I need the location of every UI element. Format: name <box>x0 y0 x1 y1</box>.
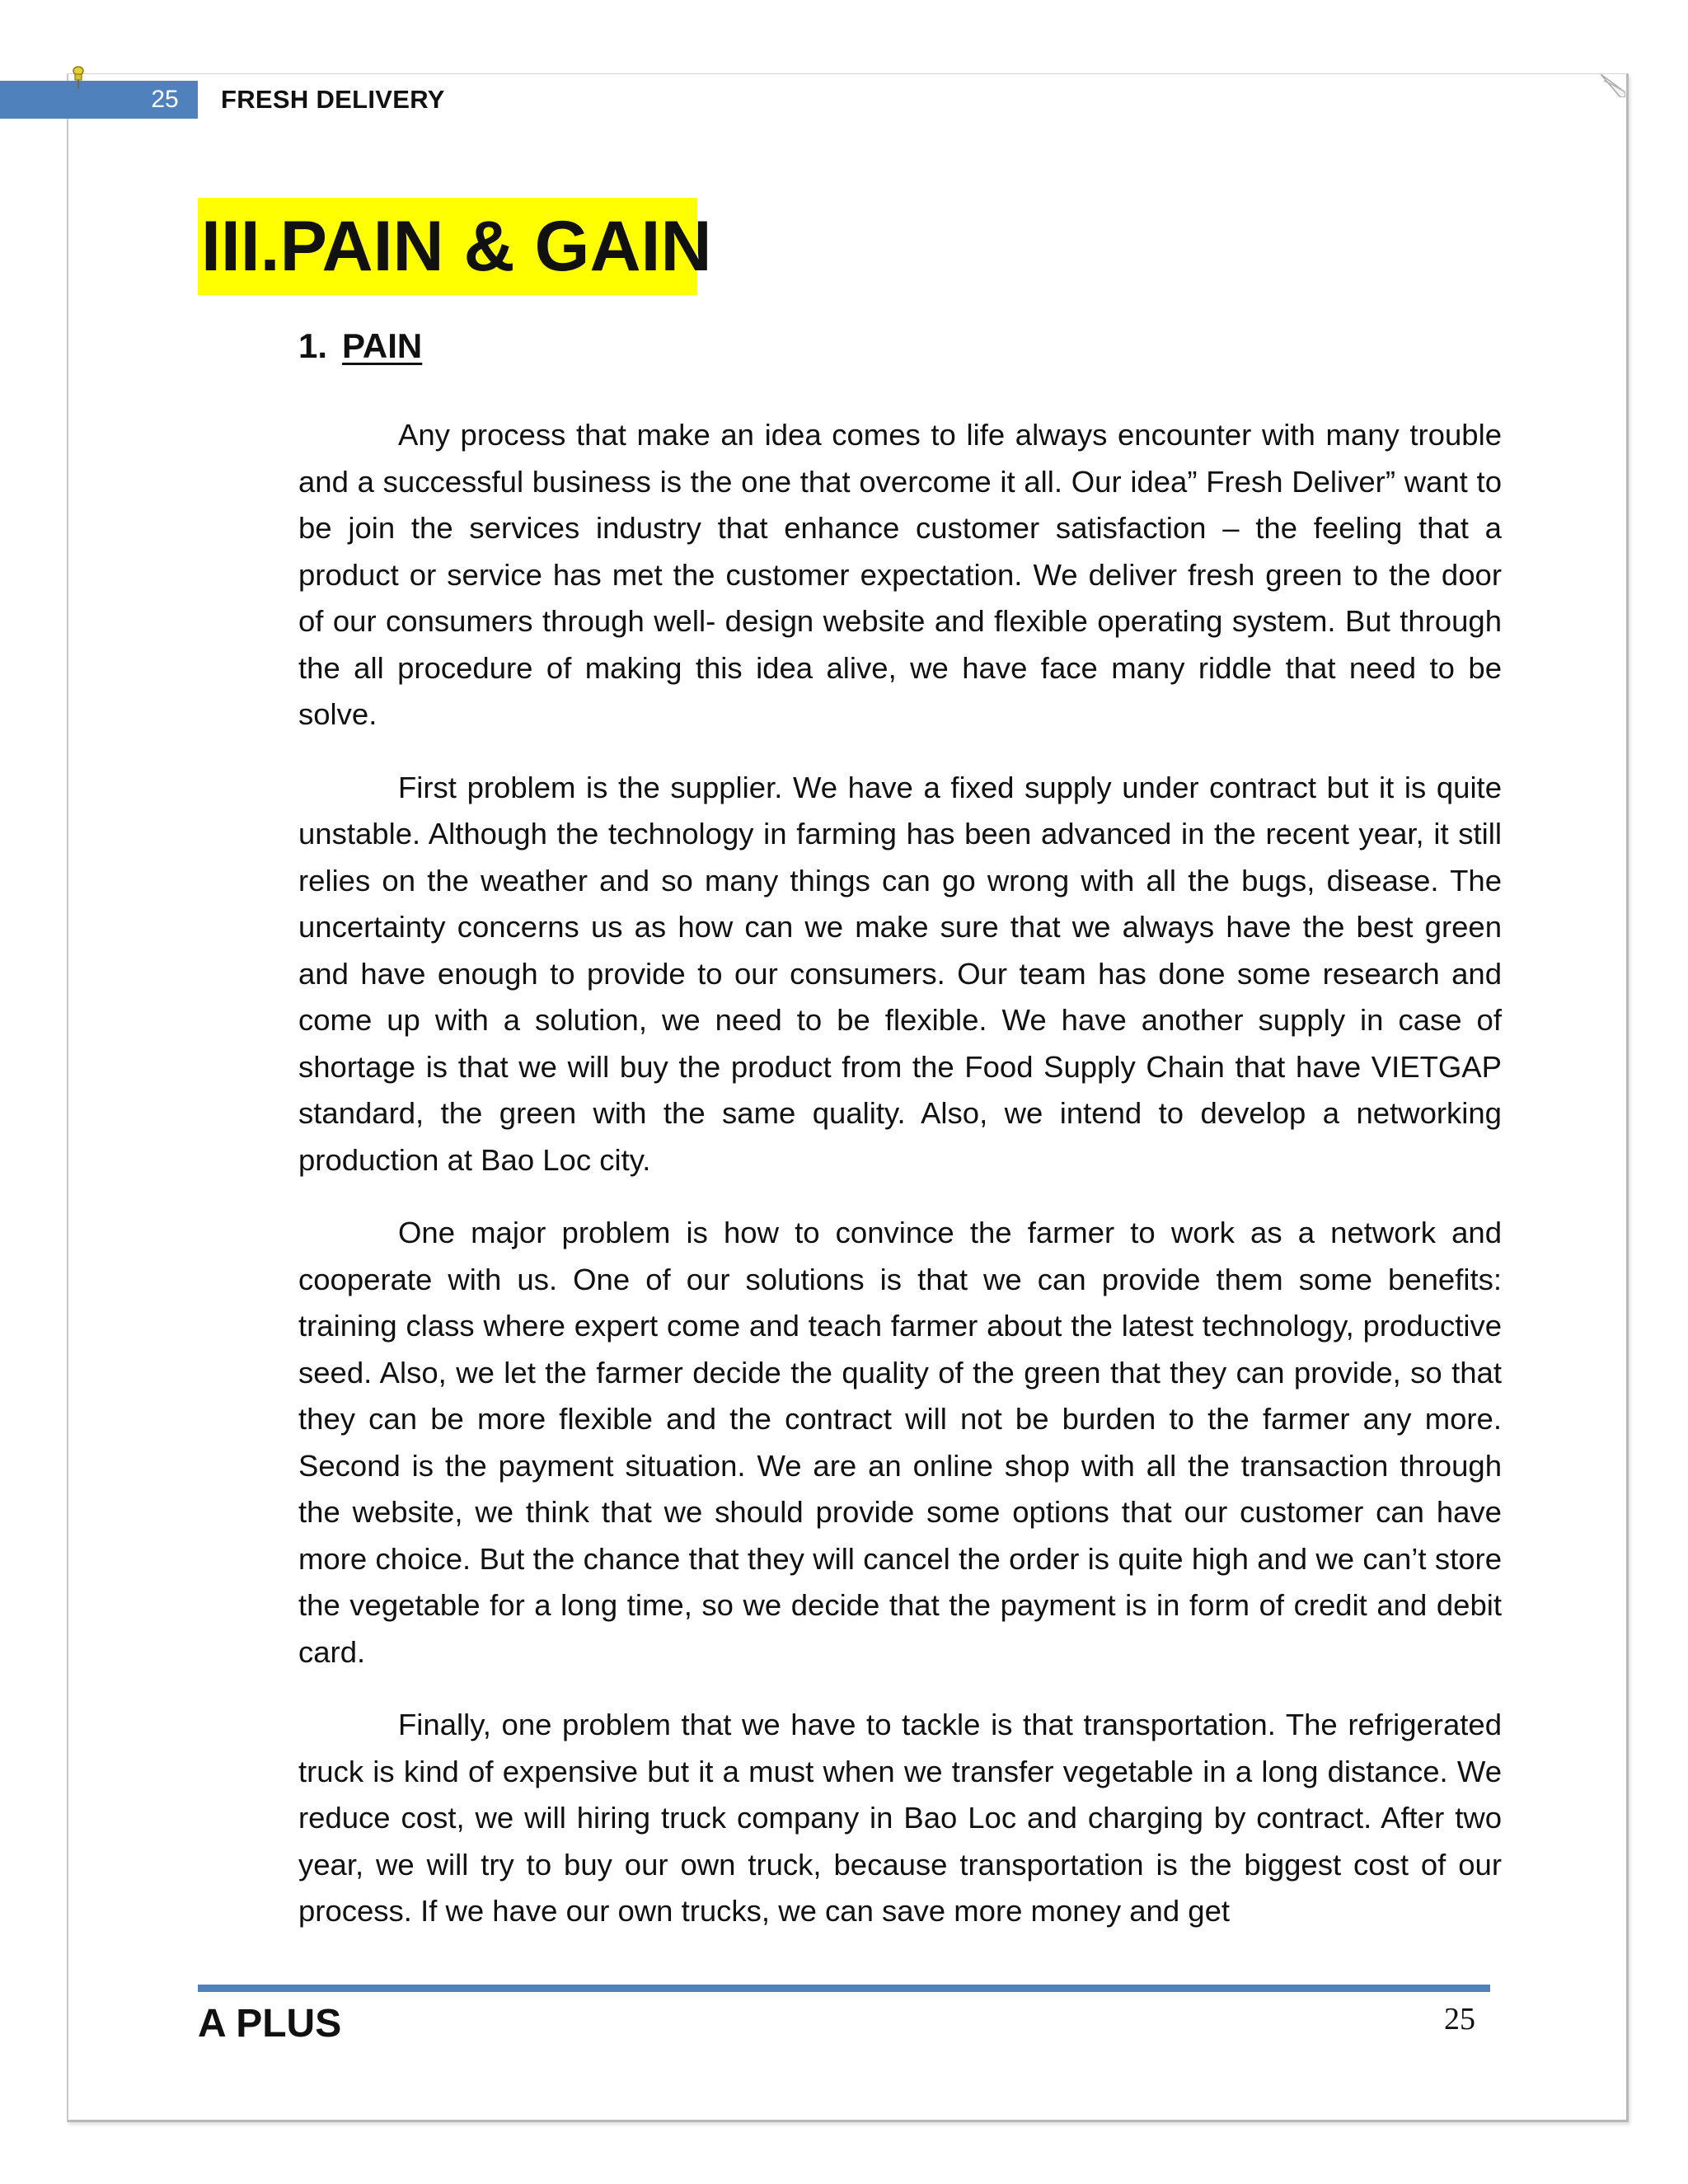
footer-divider <box>198 1985 1490 1992</box>
paragraph: Finally, one problem that we have to tackle is that transportation. The refrigerated truck is kind of expensive but it a must when we transfer vegetable in a long distance. We reduce cost, we will hiring truck company in Bao Loc and charging by contract. After two year, we will try to buy our own truck, because transportation is the biggest cost of our process. If we have our own trucks, we can save more money and get <box>298 1708 1502 1928</box>
page-curl-icon <box>1601 74 1625 97</box>
footer-company-name: A PLUS <box>198 2002 342 2046</box>
header-title: FRESH DELIVERY <box>221 85 445 114</box>
pushpin-icon <box>69 65 87 90</box>
section-title: III.PAIN & GAIN <box>198 198 697 295</box>
subsection-title: PAIN <box>342 326 423 365</box>
header-page-number: 25 <box>151 86 179 113</box>
paragraph: Any process that make an idea comes to life always encounter with many trouble and a successful business is the one that overcome it all. Our idea” Fresh Deliver” want to be join the services industry that enhance customer satisfaction – the feeling that a product or service has met the customer expectation. We deliver fresh green to the door of our consumers through well- design website and flexible operating system. But through the all procedure of making this idea alive, we have face many riddle that need to be solve. <box>298 418 1502 731</box>
paragraph: First problem is the supplier. We have a fixed supply under contract but it is quite unstable. Although the technology in farming has been advanced in the recent year, it still relies on the weather and so many things can go wrong with all the bugs, disease. The uncertainty concerns us as how can we make sure that we always have the best green and have enough to provide to our consumers. Our team has done some research and come up with a solution, we need to be flexible. We have another supply in case of shortage is that we will buy the product from the Food Supply Chain that have VIETGAP standard, the green with the same quality. Also, we intend to develop a networking production at Bao Loc city. <box>298 770 1502 1177</box>
footer-page-number: 25 <box>1444 2002 1475 2036</box>
subsection-number: 1. <box>298 326 328 365</box>
paragraph: One major problem is how to convince the farmer to work as a network and cooperate with us. One of our solutions is that we can provide them some benefits: training class where expert come and teach farmer about the latest technology, productive seed. Also, we let the farmer decide the quality of the green that they can provide, so that they can be more flexible and the contract will not be burden to the farmer any more. Second is the payment situation. We are an online shop with all the transaction through the website, we think that we should provide some options that our customer can have more choice. But the chance that they will cancel the order is quite high and we can’t store the vegetable for a long time, so we decide that the payment is in form of credit and debit card. <box>298 1216 1502 1669</box>
body-text <box>298 412 1502 1935</box>
subsection-heading <box>298 321 422 371</box>
